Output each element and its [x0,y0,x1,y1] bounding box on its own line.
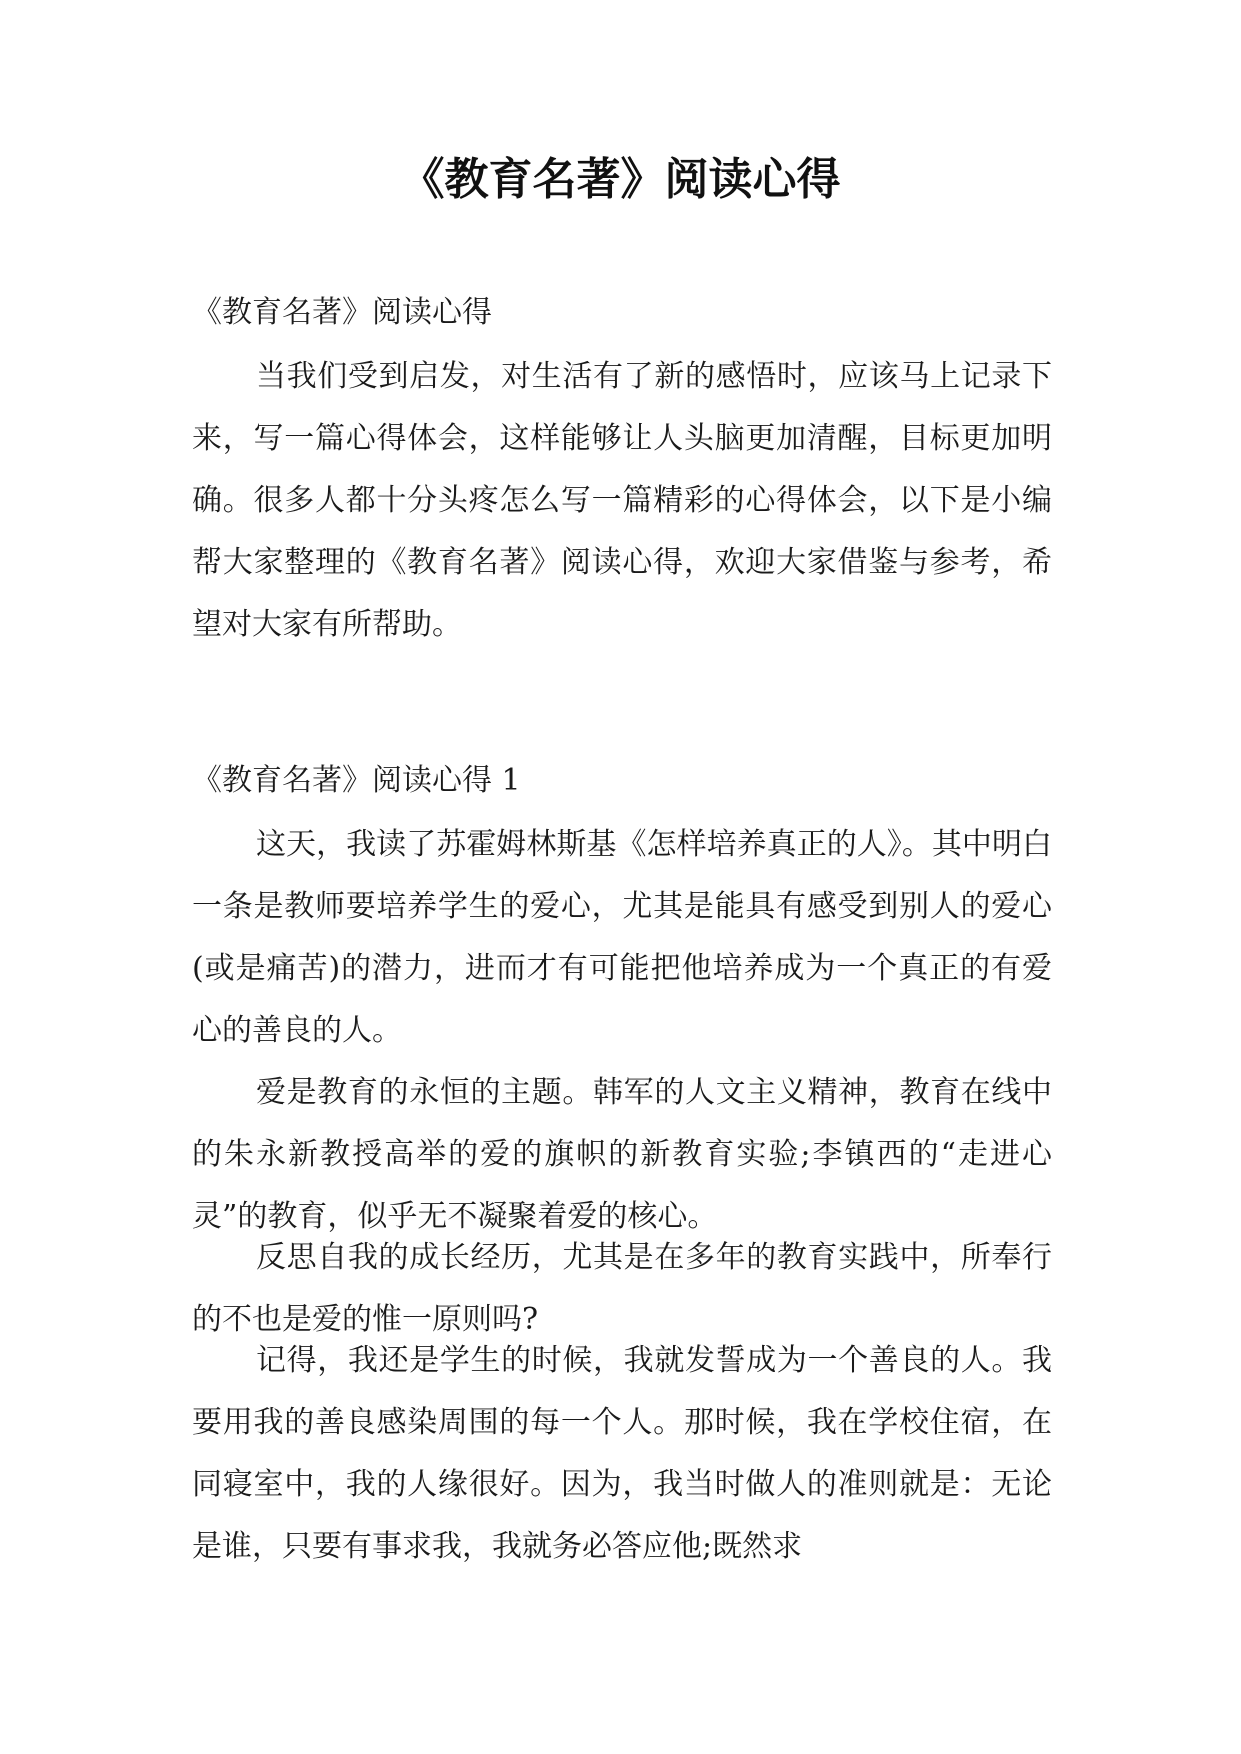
section-heading: 《教育名著》阅读心得 1 [192,763,521,798]
section-paragraph: 这天，我读了苏霍姆林斯基《怎样培养真正的人》。其中明白一条是教师要培养学生的爱心，尤其是能具有感受到别人的爱心(或是痛苦)的潜力，进而才有可能把他培养成为一个真正的有爱心的善良的人。 [192,827,1052,1048]
section-paragraph: 反思自我的成长经历，尤其是在多年的教育实践中，所奉行的不也是爱的惟一原则吗? [192,1240,1052,1337]
intro-heading: 《教育名著》阅读心得 [192,295,492,330]
section-paragraph: 爱是教育的永恒的主题。韩军的人文主义精神，教育在线中的朱永新教授高举的爱的旗帜的新教育实验;李镇西的“走进心灵”的教育，似乎无不凝聚着爱的核心。 [192,1075,1052,1234]
intro-paragraph: 当我们受到启发，对生活有了新的感悟时，应该马上记录下来，写一篇心得体会，这样能够让人头脑更加清醒，目标更加明确。很多人都十分头疼怎么写一篇精彩的心得体会，以下是小编帮大家整理的《教育名著》阅读心得，欢迎大家借鉴与参考，希望对大家有所帮助。 [192,359,1052,642]
section-paragraph: 记得，我还是学生的时候，我就发誓成为一个善良的人。我要用我的善良感染周围的每一个人。那时候，我在学校住宿，在同寝室中，我的人缘很好。因为，我当时做人的准则就是：无论是谁，只要有事求我，我就务必答应他;既然求 [192,1343,1052,1564]
document-title: 《教育名著》阅读心得 [400,154,841,205]
